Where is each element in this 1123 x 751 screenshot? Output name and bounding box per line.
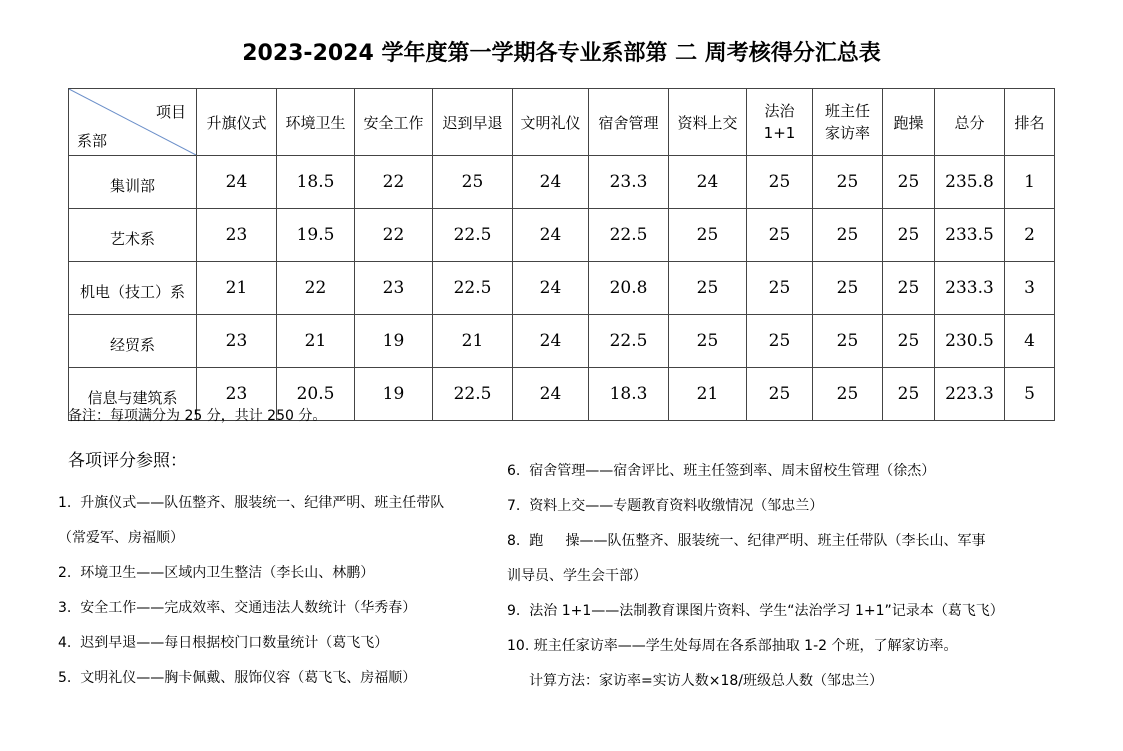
header-cell: 资料上交 — [669, 89, 747, 156]
reference-item-continuation: （常爱军、房福顺） — [58, 530, 184, 546]
score-cell: 25 — [669, 262, 747, 315]
corner-label-project: 项目 — [155, 103, 186, 121]
reference-item-text: 4. 迟到早退——每日根据校门口数量统计（葛飞飞） — [58, 635, 389, 651]
score-cell: 24 — [669, 156, 747, 209]
score-cell: 24 — [513, 315, 589, 368]
score-cell: 235.8 — [935, 156, 1005, 209]
score-cell: 24 — [197, 156, 277, 209]
score-cell: 25 — [883, 209, 935, 262]
table-row — [69, 315, 1055, 368]
score-cell: 23 — [197, 315, 277, 368]
score-cell: 23 — [197, 209, 277, 262]
score-cell: 22 — [355, 156, 433, 209]
reference-item — [507, 637, 1072, 690]
score-cell: 25 — [813, 315, 883, 368]
table-row — [69, 156, 1055, 209]
score-cell: 233.3 — [935, 262, 1005, 315]
reference-item-text: 6. 宿舍管理——宿舍评比、班主任签到率、周末留校生管理（徐杰） — [507, 463, 936, 479]
department-cell: 经贸系 — [69, 315, 197, 368]
header-cell: 文明礼仪 — [513, 89, 589, 156]
reference-item-text: 8. 跑 操——队伍整齐、服装统一、纪律严明、班主任带队（李长山、军事 — [507, 533, 986, 549]
department-cell: 集训部 — [69, 156, 197, 209]
score-cell: 21 — [433, 315, 513, 368]
score-cell: 25 — [813, 156, 883, 209]
page-title: 2023-2024 学年度第一学期各专业系部第 二 周考核得分汇总表 — [242, 41, 881, 66]
score-cell: 22 — [355, 209, 433, 262]
header-cell: 总分 — [935, 89, 1005, 156]
score-cell: 23 — [197, 368, 277, 421]
reference-item-text: 5. 文明礼仪——胸卡佩戴、服饰仪容（葛飞飞、房福顺） — [58, 670, 417, 686]
score-cell: 22 — [277, 262, 355, 315]
score-cell: 18.3 — [589, 368, 669, 421]
reference-item-text: 10. 班主任家访率——学生处每周在各系部抽取 1-2 个班，了解家访率。 — [507, 638, 958, 654]
header-cell: 班主任 家访率 — [813, 89, 883, 156]
score-cell: 25 — [813, 262, 883, 315]
score-cell: 22.5 — [433, 262, 513, 315]
footnote: 备注：每项满分为 25 分，共计 250 分。 — [68, 408, 327, 424]
score-cell: 233.5 — [935, 209, 1005, 262]
reference-item — [58, 669, 498, 687]
reference-item — [58, 494, 498, 547]
score-cell: 25 — [813, 209, 883, 262]
score-cell: 19.5 — [277, 209, 355, 262]
score-cell: 25 — [747, 315, 813, 368]
reference-item-text: 1. 升旗仪式——队伍整齐、服装统一、纪律严明、班主任带队 — [58, 495, 445, 511]
score-cell: 230.5 — [935, 315, 1005, 368]
department-cell: 艺术系 — [69, 209, 197, 262]
score-cell: 24 — [513, 156, 589, 209]
score-cell: 19 — [355, 315, 433, 368]
table-row — [69, 209, 1055, 262]
score-cell: 25 — [747, 262, 813, 315]
score-cell: 25 — [669, 209, 747, 262]
score-cell: 24 — [513, 209, 589, 262]
score-cell: 25 — [747, 368, 813, 421]
reference-item-text: 7. 资料上交——专题教育资料收缴情况（邹忠兰） — [507, 498, 824, 514]
score-cell: 25 — [883, 156, 935, 209]
score-cell: 18.5 — [277, 156, 355, 209]
reference-item — [507, 497, 1072, 515]
reference-item-continuation: 计算方法：家访率=实访人数×18/班级总人数（邹忠兰） — [529, 673, 883, 689]
score-cell: 22.5 — [589, 209, 669, 262]
score-cell: 19 — [355, 368, 433, 421]
department-cell: 信息与建筑系 — [69, 368, 197, 421]
department-cell: 机电（技工）系 — [69, 262, 197, 315]
score-cell: 25 — [669, 315, 747, 368]
reference-item — [507, 532, 1072, 585]
score-cell: 25 — [747, 209, 813, 262]
header-cell: 升旗仪式 — [197, 89, 277, 156]
reference-item-continuation: 训导员、学生会干部） — [507, 568, 647, 584]
header-cell: 迟到早退 — [433, 89, 513, 156]
header-cell: 跑操 — [883, 89, 935, 156]
score-cell: 21 — [197, 262, 277, 315]
score-cell: 22.5 — [589, 315, 669, 368]
score-cell: 23 — [355, 262, 433, 315]
reference-item-text: 9. 法治 1+1——法制教育课图片资料、学生“法治学习 1+1”记录本（葛飞飞） — [507, 603, 1004, 619]
reference-item — [58, 634, 498, 652]
reference-list-left — [58, 494, 498, 704]
score-cell: 5 — [1005, 368, 1055, 421]
score-cell: 25 — [883, 262, 935, 315]
table-header-row — [69, 89, 1055, 156]
score-cell: 22.5 — [433, 368, 513, 421]
reference-title: 各项评分参照： — [68, 451, 187, 471]
header-cell: 宿舍管理 — [589, 89, 669, 156]
score-cell: 21 — [669, 368, 747, 421]
corner-header-cell — [69, 89, 197, 156]
score-cell: 25 — [747, 156, 813, 209]
reference-item — [58, 599, 498, 617]
score-cell: 223.3 — [935, 368, 1005, 421]
header-cell: 安全工作 — [355, 89, 433, 156]
header-cell: 法治 1+1 — [747, 89, 813, 156]
score-cell: 25 — [813, 368, 883, 421]
score-cell: 2 — [1005, 209, 1055, 262]
score-cell: 25 — [883, 368, 935, 421]
reference-item — [507, 462, 1072, 480]
score-cell: 20.8 — [589, 262, 669, 315]
score-cell: 1 — [1005, 156, 1055, 209]
score-cell: 24 — [513, 368, 589, 421]
table-row — [69, 262, 1055, 315]
reference-item-text: 3. 安全工作——完成效率、交通违法人数统计（华秀春） — [58, 600, 417, 616]
score-cell: 4 — [1005, 315, 1055, 368]
corner-label-department: 系部 — [77, 132, 108, 150]
score-cell: 24 — [513, 262, 589, 315]
header-cell: 排名 — [1005, 89, 1055, 156]
score-cell: 20.5 — [277, 368, 355, 421]
header-cell: 环境卫生 — [277, 89, 355, 156]
reference-item — [58, 564, 498, 582]
score-summary-table — [68, 88, 1055, 421]
reference-list-right — [507, 462, 1072, 707]
score-cell: 22.5 — [433, 209, 513, 262]
score-cell: 25 — [883, 315, 935, 368]
score-cell: 25 — [433, 156, 513, 209]
reference-item-text: 2. 环境卫生——区域内卫生整洁（李长山、林鹏） — [58, 565, 375, 581]
score-cell: 23.3 — [589, 156, 669, 209]
score-cell: 21 — [277, 315, 355, 368]
score-cell: 3 — [1005, 262, 1055, 315]
reference-item — [507, 602, 1072, 620]
